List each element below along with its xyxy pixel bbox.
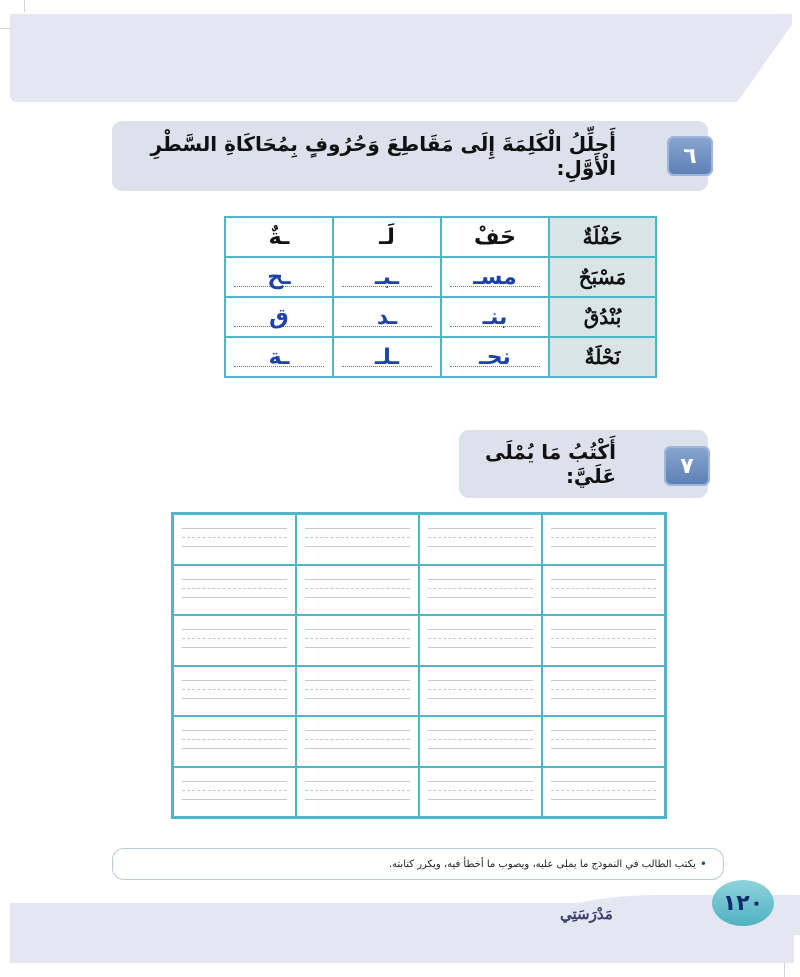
dictation-cell[interactable] xyxy=(173,767,296,818)
writing-guide-line xyxy=(182,528,287,529)
syllable: حَفْ xyxy=(473,224,517,250)
dictation-cell[interactable] xyxy=(542,666,665,717)
dictation-cell[interactable] xyxy=(296,666,419,717)
word: مَسْبَحٌ xyxy=(578,265,627,289)
part-cell xyxy=(225,217,333,257)
writing-guide-line xyxy=(182,799,287,800)
writing-guide-line xyxy=(428,597,533,598)
exercise-7-number: ٧ xyxy=(680,453,694,479)
dictation-cell[interactable] xyxy=(296,767,419,818)
writing-guide-line xyxy=(428,588,533,589)
writing-guide-line xyxy=(428,790,533,791)
writing-guide-line xyxy=(305,730,410,731)
writing-guide-line xyxy=(182,730,287,731)
word-cell xyxy=(549,337,656,377)
writing-guide-line xyxy=(182,790,287,791)
answer-cell[interactable] xyxy=(441,297,549,337)
table-row xyxy=(225,217,656,257)
writing-guide-line xyxy=(428,748,533,749)
syllable: لَـ xyxy=(379,224,395,250)
answer-cell[interactable] xyxy=(225,257,333,297)
writing-guide-line xyxy=(305,698,410,699)
dictation-cell[interactable] xyxy=(542,565,665,616)
writing-guide-line xyxy=(305,790,410,791)
writing-guide-line xyxy=(551,629,656,630)
answer-cell[interactable] xyxy=(333,337,441,377)
writing-guide-line xyxy=(551,781,656,782)
dictation-cell[interactable] xyxy=(296,514,419,565)
writing-guide-line xyxy=(551,588,656,589)
writing-guide-line xyxy=(182,546,287,547)
dictation-cell[interactable] xyxy=(419,666,542,717)
writing-guide-line xyxy=(305,781,410,782)
writing-guide-line xyxy=(428,698,533,699)
page-number-text: ١٢٠ xyxy=(722,890,764,916)
writing-guide-line xyxy=(428,546,533,547)
writing-guide-line xyxy=(182,739,287,740)
answer-syllable: ـح xyxy=(267,264,291,290)
writing-guide-line xyxy=(182,588,287,589)
writing-guide-line xyxy=(182,537,287,538)
word-cell xyxy=(549,297,656,337)
word: نَحْلَةٌ xyxy=(584,345,621,369)
writing-guide-line xyxy=(428,680,533,681)
writing-guide-line xyxy=(305,799,410,800)
answer-syllable: نحـ xyxy=(479,344,511,370)
top-banner xyxy=(10,14,792,102)
writing-guide-line xyxy=(305,629,410,630)
answer-syllable: ـلـ xyxy=(374,344,400,370)
writing-guide-line xyxy=(551,537,656,538)
writing-guide-line xyxy=(551,647,656,648)
writing-guide-line xyxy=(428,799,533,800)
word-cell xyxy=(549,257,656,297)
writing-guide-line xyxy=(305,579,410,580)
writing-guide-line xyxy=(551,546,656,547)
answer-cell[interactable] xyxy=(225,297,333,337)
word: بُنْدُقٌ xyxy=(583,305,622,329)
writing-guide-line xyxy=(551,799,656,800)
dictation-cell[interactable] xyxy=(419,767,542,818)
writing-guide-line xyxy=(305,647,410,648)
writing-guide-line xyxy=(551,579,656,580)
dictation-cell[interactable] xyxy=(419,615,542,666)
writing-guide-line xyxy=(428,781,533,782)
exercise-7-number-badge xyxy=(664,446,710,486)
writing-guide-line xyxy=(551,730,656,731)
writing-guide-line xyxy=(551,698,656,699)
dictation-cell[interactable] xyxy=(542,716,665,767)
writing-guide-line xyxy=(428,528,533,529)
writing-guide-line xyxy=(305,680,410,681)
writing-guide-line xyxy=(551,597,656,598)
writing-guide-line xyxy=(428,689,533,690)
writing-guide-line xyxy=(305,528,410,529)
exercise-6-heading xyxy=(112,121,708,191)
writing-guide-line xyxy=(551,748,656,749)
writing-guide-line xyxy=(305,638,410,639)
answer-syllable: ق xyxy=(269,304,289,330)
writing-guide-line xyxy=(305,588,410,589)
writing-guide-line xyxy=(428,647,533,648)
dictation-cell[interactable] xyxy=(173,514,296,565)
dictation-cell[interactable] xyxy=(542,615,665,666)
answer-cell[interactable] xyxy=(441,337,549,377)
writing-guide-line xyxy=(182,781,287,782)
syllable-table xyxy=(224,216,657,378)
writing-guide-line xyxy=(182,638,287,639)
exercise-7-instruction: أَكْتُبُ مَا يُمْلَى عَلَيَّ: xyxy=(485,440,616,488)
dictation-cell[interactable] xyxy=(173,716,296,767)
writing-guide-line xyxy=(182,647,287,648)
bullet-icon: • xyxy=(699,857,707,871)
writing-guide-line xyxy=(182,579,287,580)
exercise-6-number: ٦ xyxy=(683,143,697,169)
part-cell xyxy=(333,217,441,257)
word: حَفْلَةٌ xyxy=(582,225,623,249)
writing-guide-line xyxy=(182,680,287,681)
writing-guide-line xyxy=(428,739,533,740)
writing-guide-line xyxy=(182,629,287,630)
dictation-cell[interactable] xyxy=(419,514,542,565)
crop-mark xyxy=(784,963,785,977)
writing-guide-line xyxy=(551,790,656,791)
answer-syllable: ـة xyxy=(268,344,290,370)
writing-guide-line xyxy=(305,739,410,740)
writing-guide-line xyxy=(428,537,533,538)
dictation-grid xyxy=(171,512,667,819)
writing-guide-line xyxy=(428,629,533,630)
dictation-cell[interactable] xyxy=(173,565,296,616)
writing-guide-line xyxy=(551,689,656,690)
writing-guide-line xyxy=(305,748,410,749)
writing-guide-line xyxy=(305,597,410,598)
answer-syllable: بنـ xyxy=(482,304,508,330)
answer-syllable: ـبـ xyxy=(374,264,400,290)
answer-syllable: مسـ xyxy=(473,264,517,290)
dictation-cell[interactable] xyxy=(173,666,296,717)
writing-guide-line xyxy=(305,546,410,547)
table-row xyxy=(225,297,656,337)
dictation-cell[interactable] xyxy=(542,767,665,818)
writing-guide-line xyxy=(551,638,656,639)
dictation-cell[interactable] xyxy=(419,565,542,616)
crop-mark xyxy=(24,0,25,12)
answer-cell[interactable] xyxy=(333,297,441,337)
table-row xyxy=(225,337,656,377)
answer-syllable: ـد xyxy=(376,304,398,330)
dictation-cell[interactable] xyxy=(173,615,296,666)
writing-guide-line xyxy=(551,528,656,529)
writing-guide-line xyxy=(428,638,533,639)
writing-guide-line xyxy=(305,537,410,538)
dictation-cell[interactable] xyxy=(296,615,419,666)
writing-guide-line xyxy=(428,579,533,580)
word-cell xyxy=(549,217,656,257)
table-row xyxy=(225,257,656,297)
answer-cell[interactable] xyxy=(441,257,549,297)
teacher-note-text: يكتب الطالب في النموذج ما يملى عليه، ويصوب ما أخطأ فيه، ويكرر كتابته. xyxy=(388,858,696,870)
part-cell xyxy=(441,217,549,257)
dictation-cell[interactable] xyxy=(296,716,419,767)
brand-logo: مَدْرَسَتِي xyxy=(560,905,613,923)
writing-guide-line xyxy=(182,689,287,690)
exercise-6-number-badge xyxy=(667,136,713,176)
dictation-cell[interactable] xyxy=(542,514,665,565)
writing-guide-line xyxy=(305,689,410,690)
teacher-note xyxy=(112,848,724,880)
writing-guide-line xyxy=(551,739,656,740)
answer-cell[interactable] xyxy=(225,337,333,377)
writing-guide-line xyxy=(182,698,287,699)
exercise-6-instruction: أَحلِّلُ الْكَلِمَةَ إِلَى مَقَاطِعَ وَحُرُوفٍ بِمُحَاكَاةِ السَّطْرِ الْأَوَّلِ: xyxy=(150,132,616,180)
writing-guide-line xyxy=(428,730,533,731)
syllable: ـةٌ xyxy=(268,224,290,250)
writing-guide-line xyxy=(182,748,287,749)
crop-mark xyxy=(0,28,12,29)
dictation-cell[interactable] xyxy=(419,716,542,767)
answer-cell[interactable] xyxy=(333,257,441,297)
dictation-cell[interactable] xyxy=(296,565,419,616)
writing-guide-line xyxy=(182,597,287,598)
page-number xyxy=(712,880,774,926)
writing-guide-line xyxy=(551,680,656,681)
